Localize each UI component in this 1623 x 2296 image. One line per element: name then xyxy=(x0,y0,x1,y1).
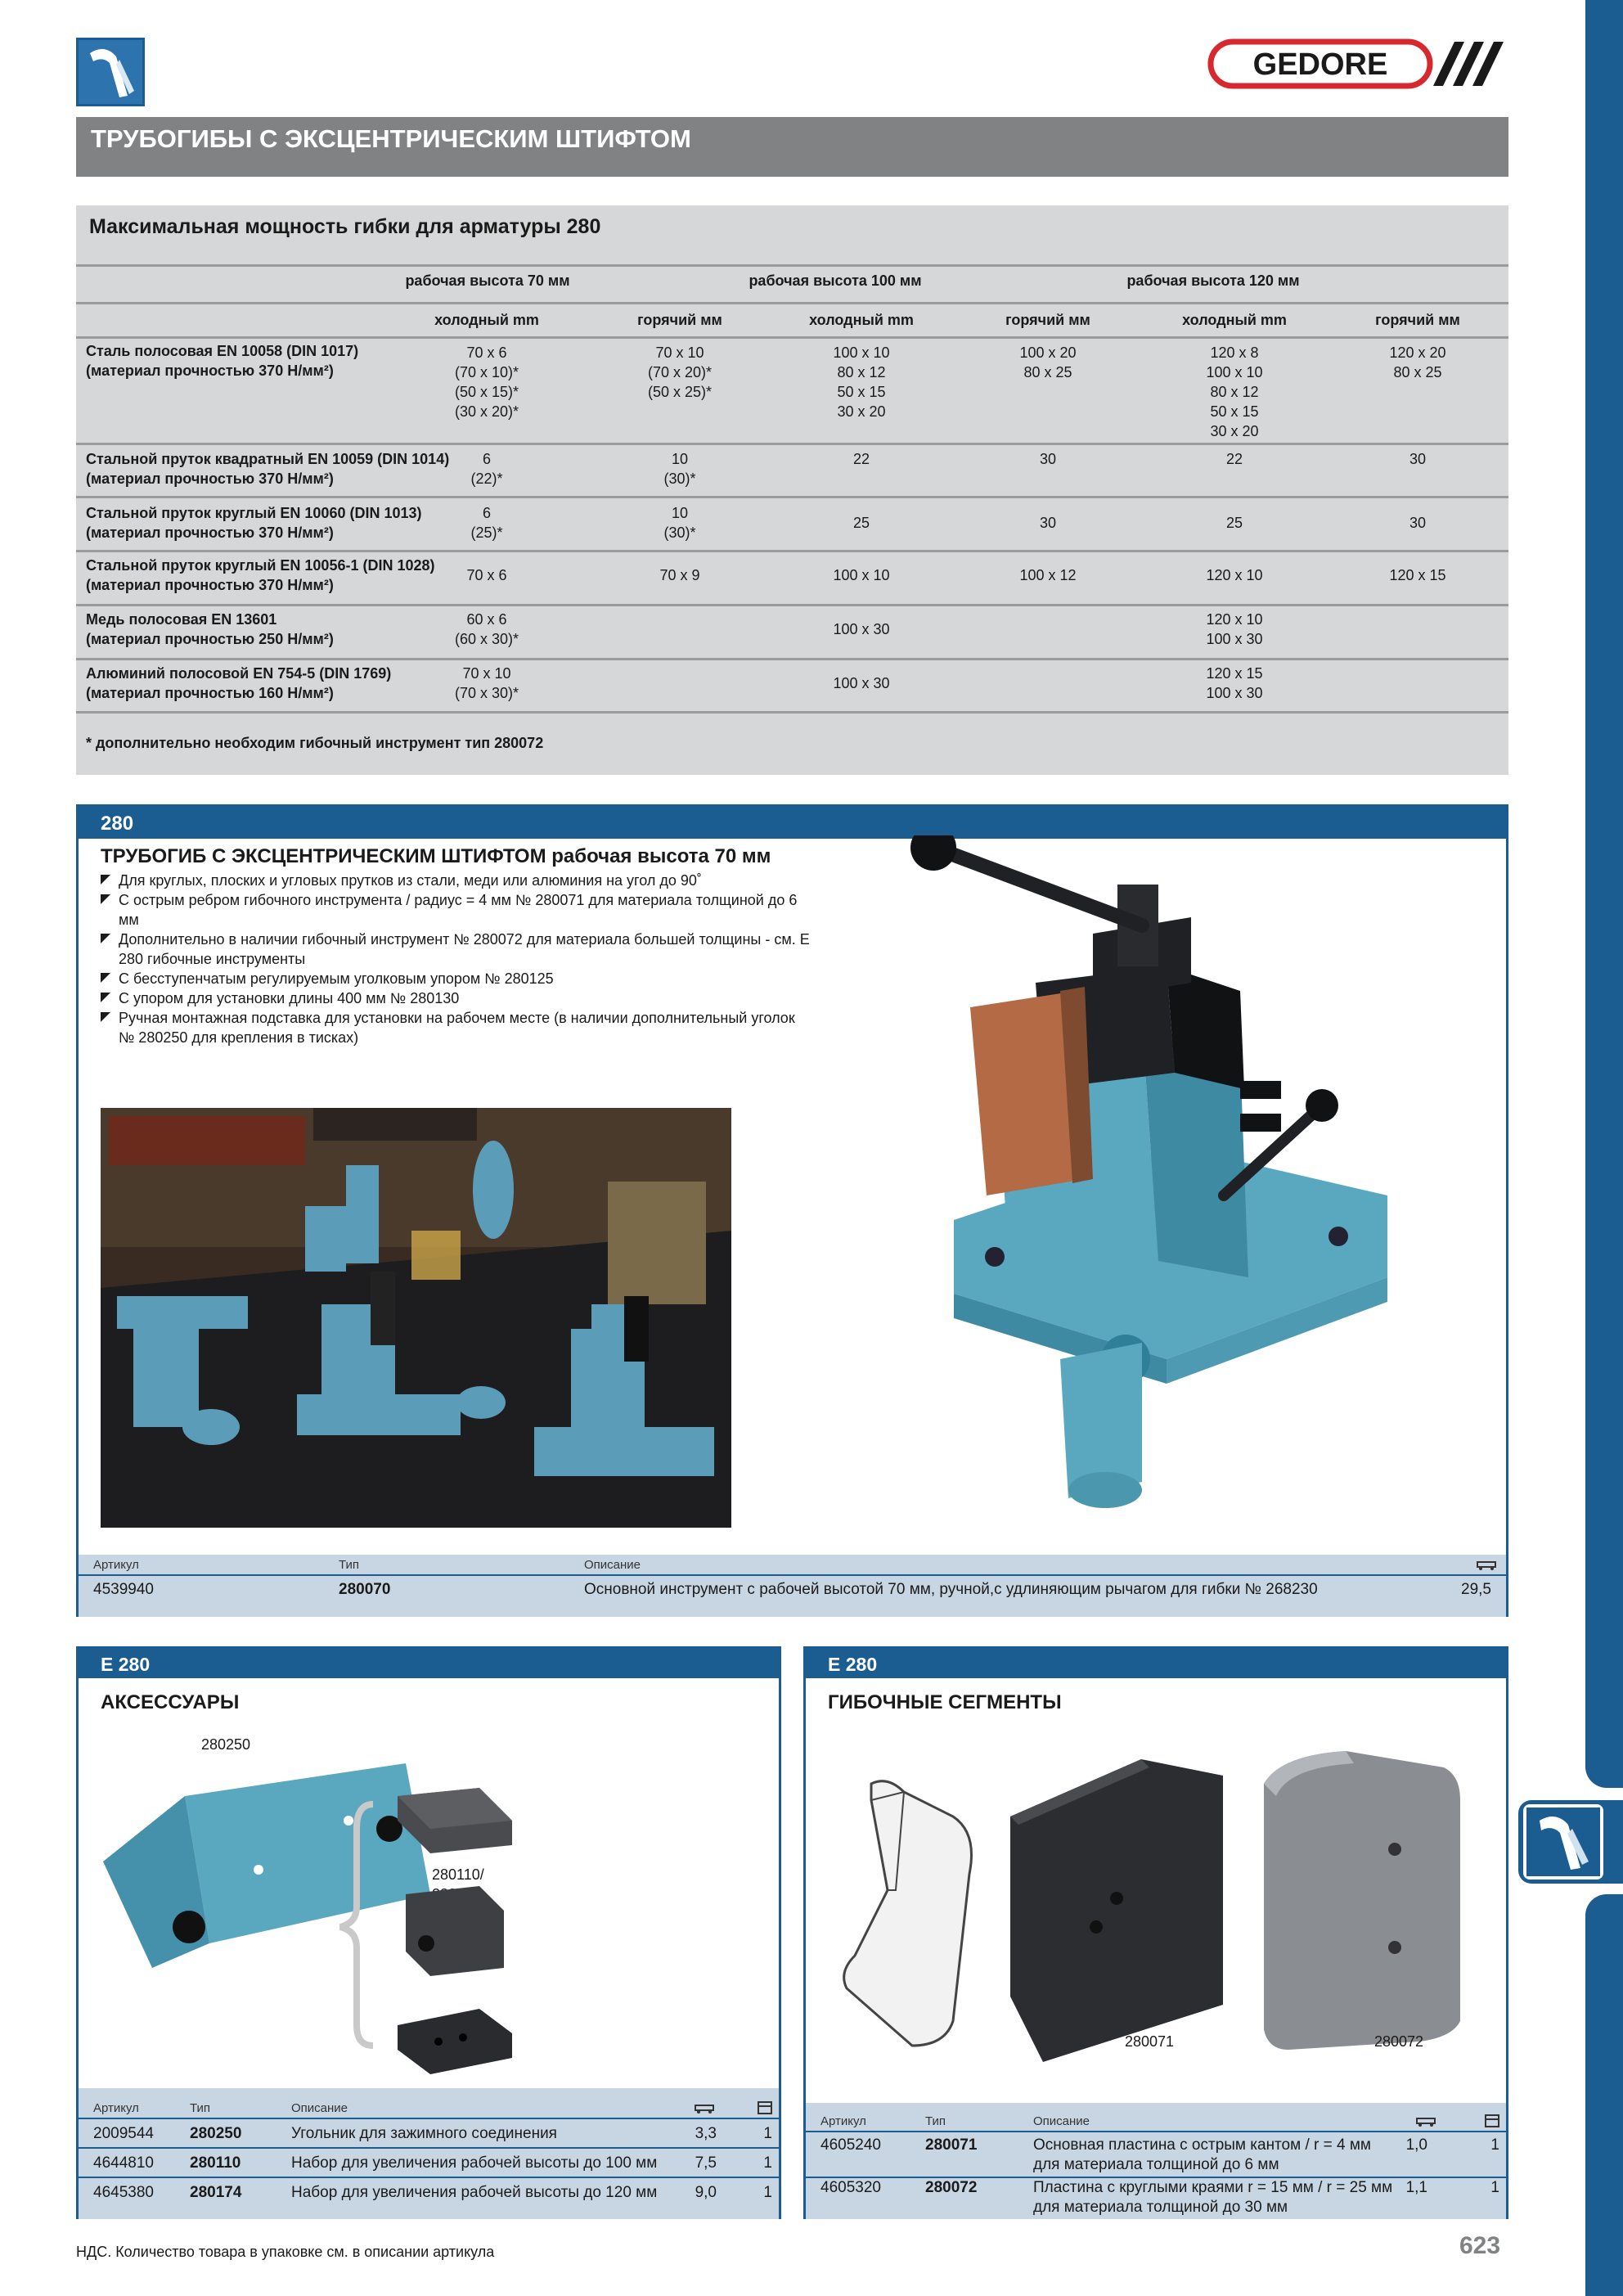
pipe-bender-machine-image xyxy=(897,835,1486,1515)
article-weight: 1,0 xyxy=(1405,2136,1427,2154)
table-cell: 70 x 6 xyxy=(466,567,507,583)
panel-header-bar xyxy=(79,1649,779,1678)
article-table xyxy=(79,1555,1506,1617)
feature-item: Дополнительно в наличии гибочный инструмент № 280072 для материала большей толщины - см. E 280 гибочные инструменты xyxy=(101,930,812,969)
table-rule xyxy=(79,2147,779,2149)
table-cell: 100 x 20 80 x 25 xyxy=(1019,344,1077,380)
table-cell: 100 x 10 80 x 12 50 x 15 30 x 20 xyxy=(833,344,890,420)
table-cell: 120 x 10 100 x 30 xyxy=(1206,611,1263,647)
table-cell: 6 (22)* xyxy=(470,451,503,487)
subheader: горячий мм xyxy=(1375,312,1460,328)
article-number: 4645380 xyxy=(93,2184,154,2201)
product-header-bar xyxy=(79,807,1506,839)
bending-segments-image xyxy=(822,1727,1493,2070)
product-title: ТРУБОГИБ С ЭКСЦЕНТРИЧЕСКИМ ШТИФТОМ рабочая высота 70 мм xyxy=(101,845,771,867)
table-cell: 120 x 15 100 x 30 xyxy=(1206,665,1263,701)
article-weight: 3,3 xyxy=(695,2125,717,2142)
article-quantity: 1 xyxy=(763,2125,772,2142)
table-cell: 30 xyxy=(1039,451,1057,467)
group-header: рабочая высота 120 мм xyxy=(1126,272,1300,289)
table-rule xyxy=(76,443,1508,445)
col-header-article: Артикул xyxy=(93,2101,139,2115)
subheader: горячий мм xyxy=(637,312,722,328)
article-number: 4605320 xyxy=(820,2179,881,2196)
col-header-article: Артикул xyxy=(93,1558,139,1572)
group-header: рабочая высота 70 мм xyxy=(405,272,570,289)
article-quantity: 1 xyxy=(1490,2179,1499,2196)
article-description: Набор для увеличения рабочей высоты до 100 мм xyxy=(291,2154,658,2172)
table-cell: 100 x 12 xyxy=(1019,567,1077,583)
article-quantity: 1 xyxy=(763,2154,772,2172)
article-weight: 1,1 xyxy=(1405,2179,1427,2196)
gedore-logo xyxy=(1207,38,1507,89)
table-cell: 70 x 10 (70 x 20)* (50 x 25)* xyxy=(647,344,713,400)
subheader: холодный mm xyxy=(809,312,914,328)
row-label: Стальной пруток круглый EN 10056-1 (DIN 1028) (материал прочностью 370 Н/мм²) xyxy=(86,557,435,593)
table-cell: 6 (25)* xyxy=(470,505,503,541)
article-number: 4539940 xyxy=(93,1581,154,1598)
col-header-description: Описание xyxy=(1033,2114,1090,2128)
table-rule xyxy=(76,604,1508,606)
table-rule xyxy=(76,711,1508,714)
table-cell: 120 x 8 100 x 10 80 x 12 50 x 15 30 x 20 xyxy=(1206,344,1263,439)
table-cell: 120 x 20 80 x 25 xyxy=(1389,344,1446,380)
weight-icon xyxy=(1476,1560,1497,1571)
table-cell: 30 xyxy=(1039,515,1057,531)
accessories-table xyxy=(79,2088,779,2219)
table-cell: 120 x 15 xyxy=(1389,567,1446,583)
table-rule xyxy=(76,550,1508,552)
feature-item: С упором для установки длины 400 мм № 280130 xyxy=(101,988,812,1008)
subheader: холодный mm xyxy=(434,312,539,328)
table-cell: 100 x 30 xyxy=(833,675,890,691)
panel-code: E 280 xyxy=(101,1654,151,1675)
article-description: Набор для увеличения рабочей высоты до 120 мм xyxy=(291,2184,658,2201)
bending-segments-panel xyxy=(803,1646,1508,2219)
col-header-type: Тип xyxy=(190,2101,211,2115)
pipe-bender-category-icon xyxy=(76,38,145,106)
page-title: ТРУБОГИБЫ С ЭКСЦЕНТРИЧЕСКИМ ШТИФТОМ xyxy=(91,124,691,153)
article-number: 4644810 xyxy=(93,2154,154,2172)
article-number: 2009544 xyxy=(93,2125,154,2142)
feature-item: С бесступенчатым регулируемым уголковым упором № 280125 xyxy=(101,969,812,988)
side-strip-bottom xyxy=(1585,1894,1623,2296)
article-quantity: 1 xyxy=(1490,2136,1499,2154)
page-number: 623 xyxy=(1459,2232,1501,2259)
table-cell: 22 xyxy=(852,451,870,467)
type-number: 280072 xyxy=(925,2179,978,2196)
workshop-photo xyxy=(101,1108,731,1528)
table-rule xyxy=(79,1574,1506,1576)
table-cell: 10 (30)* xyxy=(663,451,696,487)
table-rule xyxy=(76,302,1508,304)
row-label: Стальной пруток круглый EN 10060 (DIN 1013) (материал прочностью 370 Н/мм²) xyxy=(86,505,422,541)
weight-icon xyxy=(1415,2116,1436,2127)
table-cell: 25 xyxy=(852,515,870,531)
table-cell: 30 xyxy=(1409,451,1427,467)
col-header-type: Тип xyxy=(925,2114,946,2128)
table-cell: 25 xyxy=(1225,515,1243,531)
table-cell: 120 x 10 xyxy=(1206,567,1263,583)
col-header-description: Описание xyxy=(291,2101,348,2115)
article-quantity: 1 xyxy=(763,2184,772,2201)
table-cell: 10 (30)* xyxy=(663,505,696,541)
panel-title: АКСЕССУАРЫ xyxy=(101,1691,240,1713)
segment-label-280072: 280072 xyxy=(1374,2033,1424,2050)
col-header-type: Тип xyxy=(339,1558,360,1572)
weight-icon xyxy=(694,2103,715,2114)
type-number: 280070 xyxy=(339,1581,391,1598)
row-label: Сталь полосовая EN 10058 (DIN 1017) (материал прочностью 370 Н/мм²) xyxy=(86,343,359,379)
feature-list xyxy=(101,871,812,1047)
segment-label-280071: 280071 xyxy=(1125,2033,1175,2050)
bracket-label: 280250 xyxy=(201,1736,251,1753)
table-rule xyxy=(76,496,1508,498)
article-description: Пластина с круглыми краями r = 15 мм / r = 25 мм для материала толщиной до 30 мм xyxy=(1033,2179,1393,2216)
accessories-image xyxy=(95,1698,766,2107)
row-label: Стальной пруток квадратный EN 10059 (DIN 1014) (материал прочностью 370 Н/мм²) xyxy=(86,451,450,487)
feature-item: С острым ребром гибочного инструмента / радиус = 4 мм № 280071 для материала толщиной до 6 мм xyxy=(101,890,812,930)
table-cell: 60 x 6 (60 x 30)* xyxy=(454,611,519,647)
table-cell: 100 x 10 xyxy=(833,567,890,583)
subheader: холодный mm xyxy=(1182,312,1287,328)
segments-table xyxy=(806,2103,1506,2219)
subheader: горячий мм xyxy=(1005,312,1090,328)
table-rule xyxy=(76,658,1508,660)
capacity-table xyxy=(76,205,1508,775)
panel-title: ГИБОЧНЫЕ СЕГМЕНТЫ xyxy=(828,1691,1062,1713)
gedore-logo-text: GEDORE xyxy=(1252,47,1388,82)
feature-item: Для круглых, плоских и угловых прутков из стали, меди или алюминия на угол до 90˚ xyxy=(101,871,812,890)
page-title-bar xyxy=(76,117,1508,177)
accessories-panel xyxy=(76,1646,781,2219)
package-icon xyxy=(1485,2114,1499,2127)
row-label: Алюминий полосовой EN 754-5 (DIN 1769) (материал прочностью 160 Н/мм²) xyxy=(86,665,392,701)
product-280-section xyxy=(76,804,1508,1617)
capacity-title: Максимальная мощность гибки для арматуры 280 xyxy=(89,215,601,238)
table-cell: 70 x 9 xyxy=(659,567,700,583)
table-cell: 70 x 6 (70 x 10)* (50 x 15)* (30 x 20)* xyxy=(454,344,519,420)
type-number: 280250 xyxy=(190,2125,242,2142)
article-description: Угольник для зажимного соединения xyxy=(291,2125,557,2142)
blocks-label: 280110/ xyxy=(432,1866,484,1883)
page-footnote: НДС. Количество товара в упаковке см. в описании артикула xyxy=(76,2244,495,2260)
type-number: 280071 xyxy=(925,2136,978,2154)
table-cell: 22 xyxy=(1225,451,1243,467)
type-number: 280174 xyxy=(190,2184,242,2201)
table-rule xyxy=(76,336,1508,339)
product-code: 280 xyxy=(101,813,134,835)
panel-code: E 280 xyxy=(828,1654,878,1675)
article-weight: 7,5 xyxy=(695,2154,717,2172)
article-description: Основная пластина с острым кантом / r = 4 мм для материала толщиной до 6 мм xyxy=(1033,2136,1371,2173)
row-label: Медь полосовая EN 13601 (материал прочностью 250 Н/мм²) xyxy=(86,611,334,647)
pipe-wrench-icon xyxy=(1523,1804,1603,1880)
table-cell: 30 xyxy=(1409,515,1427,531)
article-description: Основной инструмент с рабочей высотой 70 мм, ручной,с удлиняющим рычагом для гибки № 268230 xyxy=(584,1581,1318,1598)
table-rule xyxy=(76,264,1508,267)
capacity-footnote: * дополнительно необходим гибочный инструмент тип 280072 xyxy=(86,735,544,751)
article-weight: 9,0 xyxy=(695,2184,717,2201)
table-cell: 70 x 10 (70 x 30)* xyxy=(454,665,519,701)
article-number: 4605240 xyxy=(820,2136,881,2154)
article-weight: 29,5 xyxy=(1461,1581,1491,1598)
col-header-article: Артикул xyxy=(820,2114,866,2128)
feature-item: Ручная монтажная подставка для установки на рабочем месте (в наличии дополнительный уголок № 280250 для крепления в тисках) xyxy=(101,1008,812,1047)
package-icon xyxy=(758,2101,772,2114)
table-rule xyxy=(79,2177,779,2178)
type-number: 280110 xyxy=(190,2154,241,2172)
group-header: рабочая высота 100 мм xyxy=(749,272,922,289)
table-cell: 100 x 30 xyxy=(833,621,890,637)
col-header-description: Описание xyxy=(584,1558,641,1572)
panel-header-bar xyxy=(806,1649,1506,1678)
side-strip-top xyxy=(1585,0,1623,1788)
table-rule xyxy=(79,2118,779,2119)
table-rule xyxy=(806,2131,1506,2132)
